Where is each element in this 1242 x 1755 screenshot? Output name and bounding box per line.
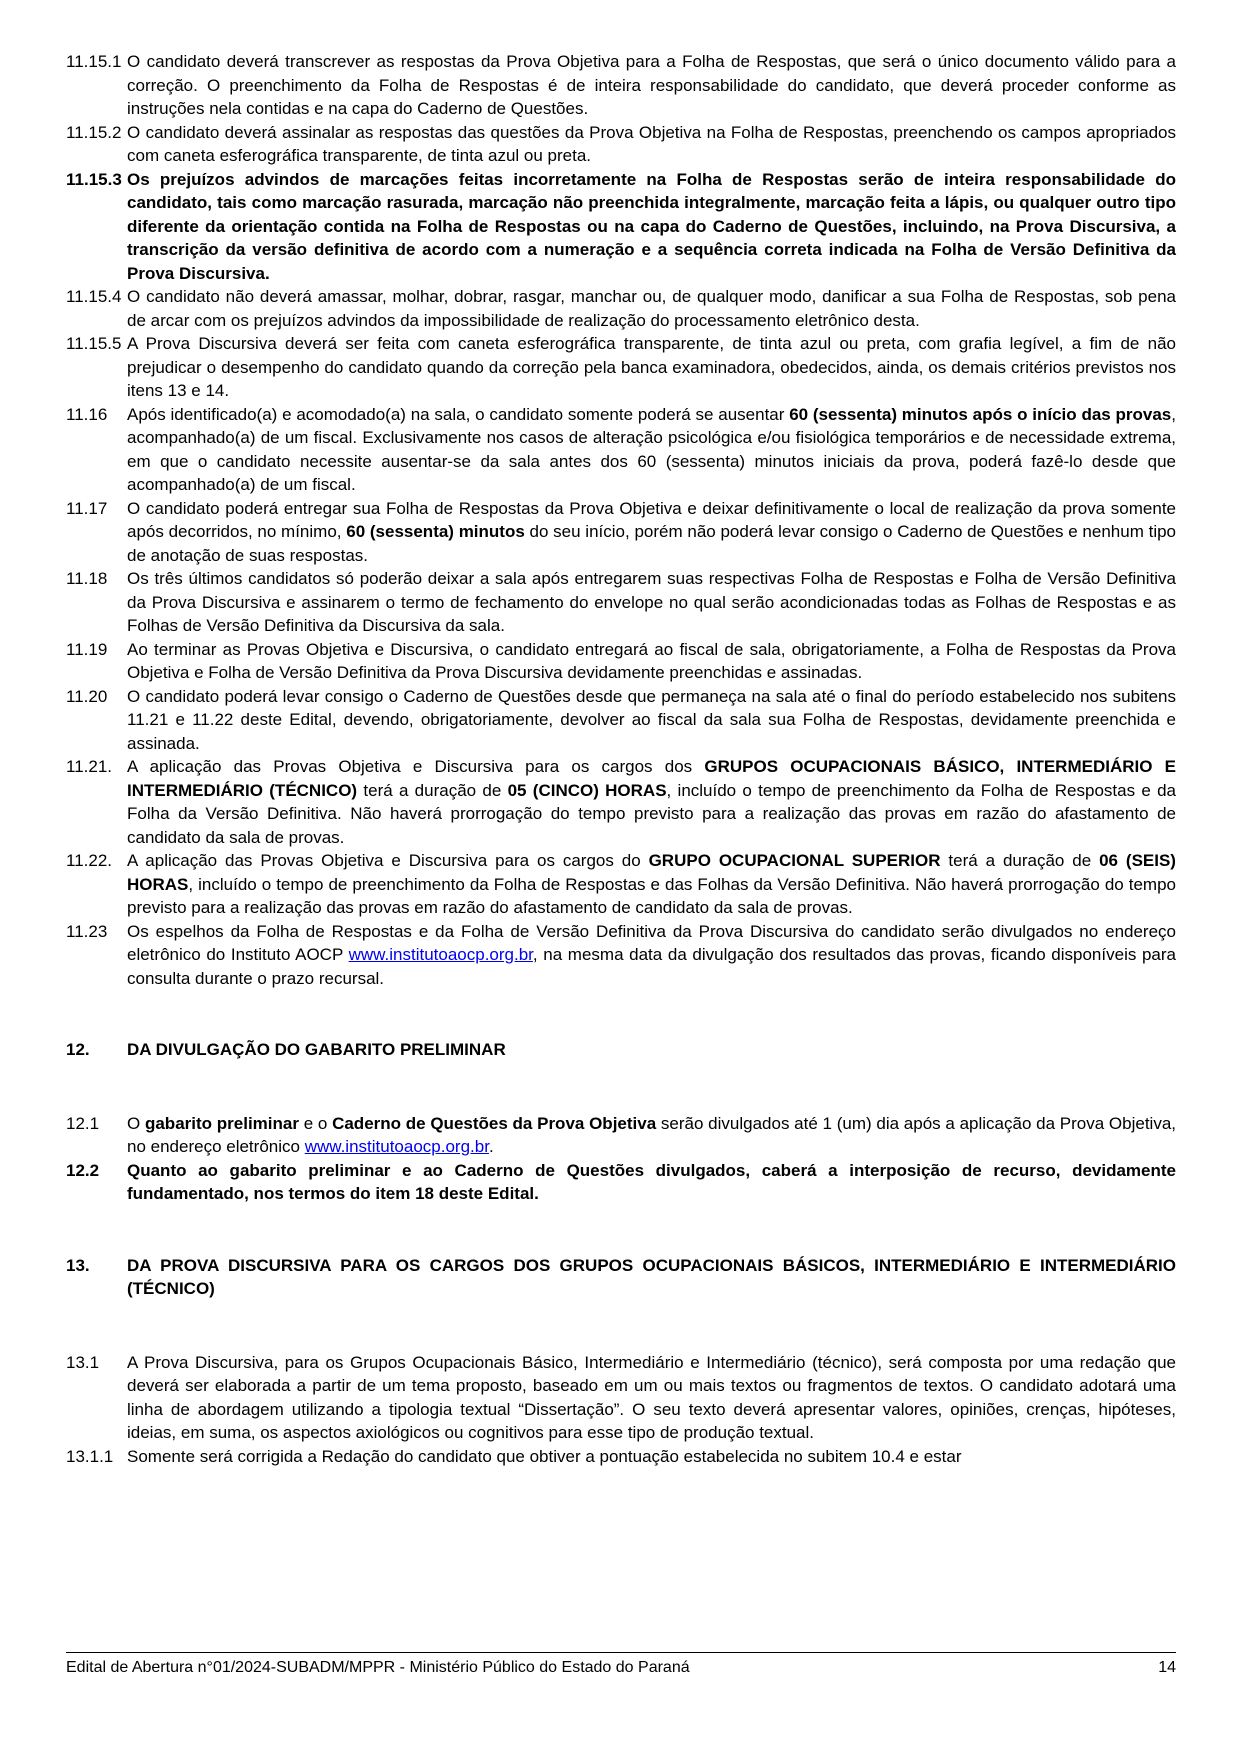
text-segment: Caderno de Questões da Prova Objetiva: [332, 1113, 657, 1133]
institutoaocp-link[interactable]: www.institutoaocp.org.br: [304, 1137, 489, 1156]
item-number: 13.1.1: [66, 1446, 114, 1466]
text-segment: 05 (CINCO) HORAS: [507, 780, 667, 800]
item-text: [127, 52, 1176, 118]
text-segment: terá a duração de: [357, 780, 508, 800]
item-number: 11.15.1: [66, 52, 122, 71]
item-number: 11.15.4: [66, 287, 122, 306]
doc-item: [66, 497, 1176, 568]
item-text: [127, 851, 1176, 917]
item-number: 11.15.3: [66, 169, 122, 189]
text-segment: A aplicação das Provas Objetiva e Discursiva para os cargos do: [127, 851, 649, 870]
text-segment: 60 (sessenta) minutos: [346, 522, 525, 541]
item-number: 12.: [66, 1040, 90, 1059]
item-number: 13.1: [66, 1352, 100, 1372]
institutoaocp-link[interactable]: www.institutoaocp.org.br: [348, 945, 533, 964]
text-segment: , incluído o tempo de preenchimento da Folha de Respostas e da Folha da Versão Definitiva. Não haverá prorrogação do tempo previsto para a realização das provas em razão do afastamento de candidato da sala de provas.: [127, 780, 1176, 847]
footer-text: Edital de Abertura n°01/2024-SUBADM/MPPR - Ministério Público do Estado do Paraná: [66, 1659, 690, 1676]
text-segment: do seu início, porém não poderá levar consigo o Caderno de Questões e nenhum tipo de anotação de suas respostas.: [127, 522, 1177, 565]
item-text: [127, 569, 1176, 635]
text-segment: Ao terminar as Provas Objetiva e Discursiva, o candidato entregará ao fiscal de sala, obrigatoriamente, a Folha de Respostas da Prova Objetiva e Folha de Versão Definitiva da Prova Discursiva devidamente preenchidas e assinadas.: [127, 639, 1176, 682]
text-segment: 06 (SEIS) HORAS: [127, 851, 1176, 894]
document-body: [66, 50, 1176, 1468]
doc-item: [66, 50, 1176, 121]
doc-item: [66, 567, 1176, 638]
text-segment: DA PROVA DISCURSIVA PARA OS CARGOS DOS GRUPOS OCUPACIONAIS BÁSICOS, INTERMEDIÁRIO E INTERMEDIÁRIO (TÉCNICO): [127, 1255, 1176, 1298]
doc-item: [66, 332, 1176, 403]
text-segment: Os prejuízos advindos de marcações feitas incorretamente na Folha de Respostas serão de inteira responsabilidade do candidato, tais como marcação rasurada, marcação não preenchida integralmente, marcação feita a lápis, ou qualquer outro tipo diferente da orientação contida na Folha de Respostas ou na capa do Caderno de Questões, incluindo, na Prova Discursiva, a transcrição da versão definitiva de acordo com a numeração e a sequência correta indicada na Folha de Versão Definitiva da Prova Discursiva.: [127, 169, 1176, 283]
section-heading: [66, 1254, 1176, 1301]
text-segment: terá a duração de: [940, 851, 1100, 870]
doc-item: [66, 920, 1176, 991]
text-segment: , acompanhado(a) de um fiscal. Exclusivamente nos casos de alteração psicológica e/ou fisiológica temporários e de necessidade extrema, em que o candidato necessite ausentar-se da sala antes dos 60 (sessenta) minutos iniciais da prova, poderá fazê-lo desde que acompanhado(a) de um fiscal.: [127, 404, 1176, 494]
doc-item: [66, 285, 1176, 332]
text-segment: serão divulgados até 1 (um) dia após a aplicação da Prova Objetiva, no endereço eletrônico: [127, 1113, 1177, 1156]
text-segment: e o: [298, 1113, 333, 1133]
text-segment: O: [127, 1113, 145, 1133]
item-text: [127, 1256, 1176, 1299]
text-segment: Após identificado(a) e acomodado(a) na sala, o candidato somente poderá se ausentar: [127, 404, 790, 424]
item-number: 11.15.5: [66, 334, 122, 353]
item-text: [127, 287, 1176, 330]
doc-item: [66, 1112, 1176, 1159]
item-number: 11.22.: [66, 851, 113, 870]
page-number: 14: [1158, 1659, 1176, 1676]
doc-item: [66, 638, 1176, 685]
text-segment: O candidato deverá assinalar as respostas das questões da Prova Objetiva na Folha de Respostas, preenchendo os campos apropriados com caneta esferográfica transparente, de tinta azul ou preta.: [127, 122, 1176, 165]
text-segment: O candidato poderá entregar sua Folha de Respostas da Prova Objetiva e deixar definitivamente o local de realização da prova somente após decorridos, no mínimo,: [127, 498, 1176, 541]
item-number: 11.16: [66, 404, 108, 424]
text-segment: Quanto ao gabarito preliminar e ao Caderno de Questões divulgados, caberá a interposição de recurso, devidamente fundamentado, nos termos do item 18 deste Edital.: [127, 1160, 1176, 1203]
item-number: 11.23: [66, 921, 108, 941]
text-segment: , incluído o tempo de preenchimento da Folha de Respostas e das Folhas da Versão Definitiva. Não haverá prorrogação do tempo previsto para a realização das provas em razão do afastamento de candidato da sala de provas.: [127, 874, 1176, 917]
section-heading: [66, 1038, 1176, 1062]
doc-item: [66, 1351, 1176, 1445]
item-text: [127, 499, 1176, 565]
doc-item: [66, 168, 1176, 286]
item-number: 11.17: [66, 498, 108, 518]
doc-item: [66, 755, 1176, 849]
item-text: [127, 1161, 1176, 1204]
text-segment: O candidato poderá levar consigo o Caderno de Questões desde que permaneça na sala até o final do período estabelecido nos subitens 11.21 e 11.22 deste Edital, devendo, obrigatoriamente, devolver ao fiscal da sala sua Folha de Respostas, devidamente preenchida e assinada.: [127, 686, 1176, 753]
text-segment: gabarito preliminar: [144, 1113, 299, 1133]
item-number: 12.1: [66, 1113, 100, 1133]
text-segment: A Prova Discursiva, para os Grupos Ocupacionais Básico, Intermediário e Intermediário (técnico), será composta por uma redação que deverá ser elaborada a partir de um tema proposto, baseado em um ou mais textos ou fragmentos de textos. O candidato adotará uma linha de abordagem utilizando a tipologia textual “Dissertação”. O seu texto deverá apresentar valores, opiniões, crenças, hipóteses, ideias, em suma, os aspectos axiológicos ou cognitivos para esse tipo de produção textual.: [127, 1352, 1176, 1442]
item-text: [127, 922, 1176, 988]
doc-item: [66, 403, 1176, 497]
item-number: 11.20: [66, 686, 108, 706]
item-text: [127, 1353, 1176, 1443]
text-segment: GRUPOS OCUPACIONAIS BÁSICO, INTERMEDIÁRIO E INTERMEDIÁRIO (TÉCNICO): [127, 757, 1176, 800]
text-segment: Somente será corrigida a Redação do candidato que obtiver a pontuação estabelecida no subitem 10.4 e estar: [127, 1446, 962, 1466]
item-text: [127, 757, 1176, 847]
item-text: [127, 1114, 1176, 1157]
text-segment: Os espelhos da Folha de Respostas e da Folha de Versão Definitiva da Prova Discursiva do candidato serão divulgados no endereço eletrônico do Instituto AOCP: [127, 921, 1176, 964]
item-text: [127, 170, 1176, 283]
text-segment: .: [488, 1137, 494, 1156]
item-text: [127, 1447, 962, 1466]
item-number: 11.18: [66, 569, 108, 588]
item-text: [127, 405, 1176, 495]
text-segment: A aplicação das Provas Objetiva e Discursiva para os cargos dos: [127, 757, 705, 776]
doc-item: [66, 849, 1176, 920]
item-number: 11.21.: [66, 757, 113, 776]
text-segment: O candidato não deverá amassar, molhar, dobrar, rasgar, manchar ou, de qualquer modo, danificar a sua Folha de Respostas, sob pena de arcar com os prejuízos advindos da impossibilidade de realização do processamento eletrônico desta.: [127, 287, 1176, 330]
doc-item: [66, 685, 1176, 756]
page-footer: [66, 1652, 1176, 1679]
item-text: [127, 687, 1176, 753]
text-segment: GRUPO OCUPACIONAL SUPERIOR: [648, 851, 941, 870]
doc-item: [66, 121, 1176, 168]
item-number: 12.2: [66, 1160, 100, 1180]
text-segment: DA DIVULGAÇÃO DO GABARITO PRELIMINAR: [127, 1040, 506, 1059]
item-number: 11.15.2: [66, 122, 122, 142]
text-segment: O candidato deverá transcrever as respostas da Prova Objetiva para a Folha de Respostas, que será o único documento válido para a correção. O preenchimento da Folha de Respostas é de inteira responsabilidade do candidato, que deverá proceder conforme as instruções nela contidas e na capa do Caderno de Questões.: [127, 52, 1176, 118]
item-text: [127, 334, 1176, 400]
text-segment: 60 (sessenta) minutos após o início das provas: [789, 404, 1172, 424]
doc-item: [66, 1445, 1176, 1469]
text-segment: Os três últimos candidatos só poderão deixar a sala após entregarem suas respectivas Folha de Respostas e Folha de Versão Definitiva da Prova Discursiva e assinarem o termo de fechamento do envelope no qual serão acondicionadas todas as Folhas de Respostas e as Folhas de Versão Definitiva da Discursiva da sala.: [127, 569, 1176, 635]
text-segment: A Prova Discursiva deverá ser feita com caneta esferográfica transparente, de tinta azul ou preta, com grafia legível, a fim de não prejudicar o desempenho do candidato quando da correção pela banca examinadora, obedecidos, ainda, os demais critérios previstos nos itens 13 e 14.: [127, 334, 1176, 400]
doc-item: [66, 1159, 1176, 1206]
item-number: 11.19: [66, 639, 108, 659]
text-segment: , na mesma data da divulgação dos resultados das provas, ficando disponíveis para consulta durante o prazo recursal.: [127, 945, 1177, 988]
item-text: [127, 640, 1176, 683]
item-text: [127, 123, 1176, 166]
item-text: [127, 1040, 506, 1059]
item-number: 13.: [66, 1255, 90, 1275]
